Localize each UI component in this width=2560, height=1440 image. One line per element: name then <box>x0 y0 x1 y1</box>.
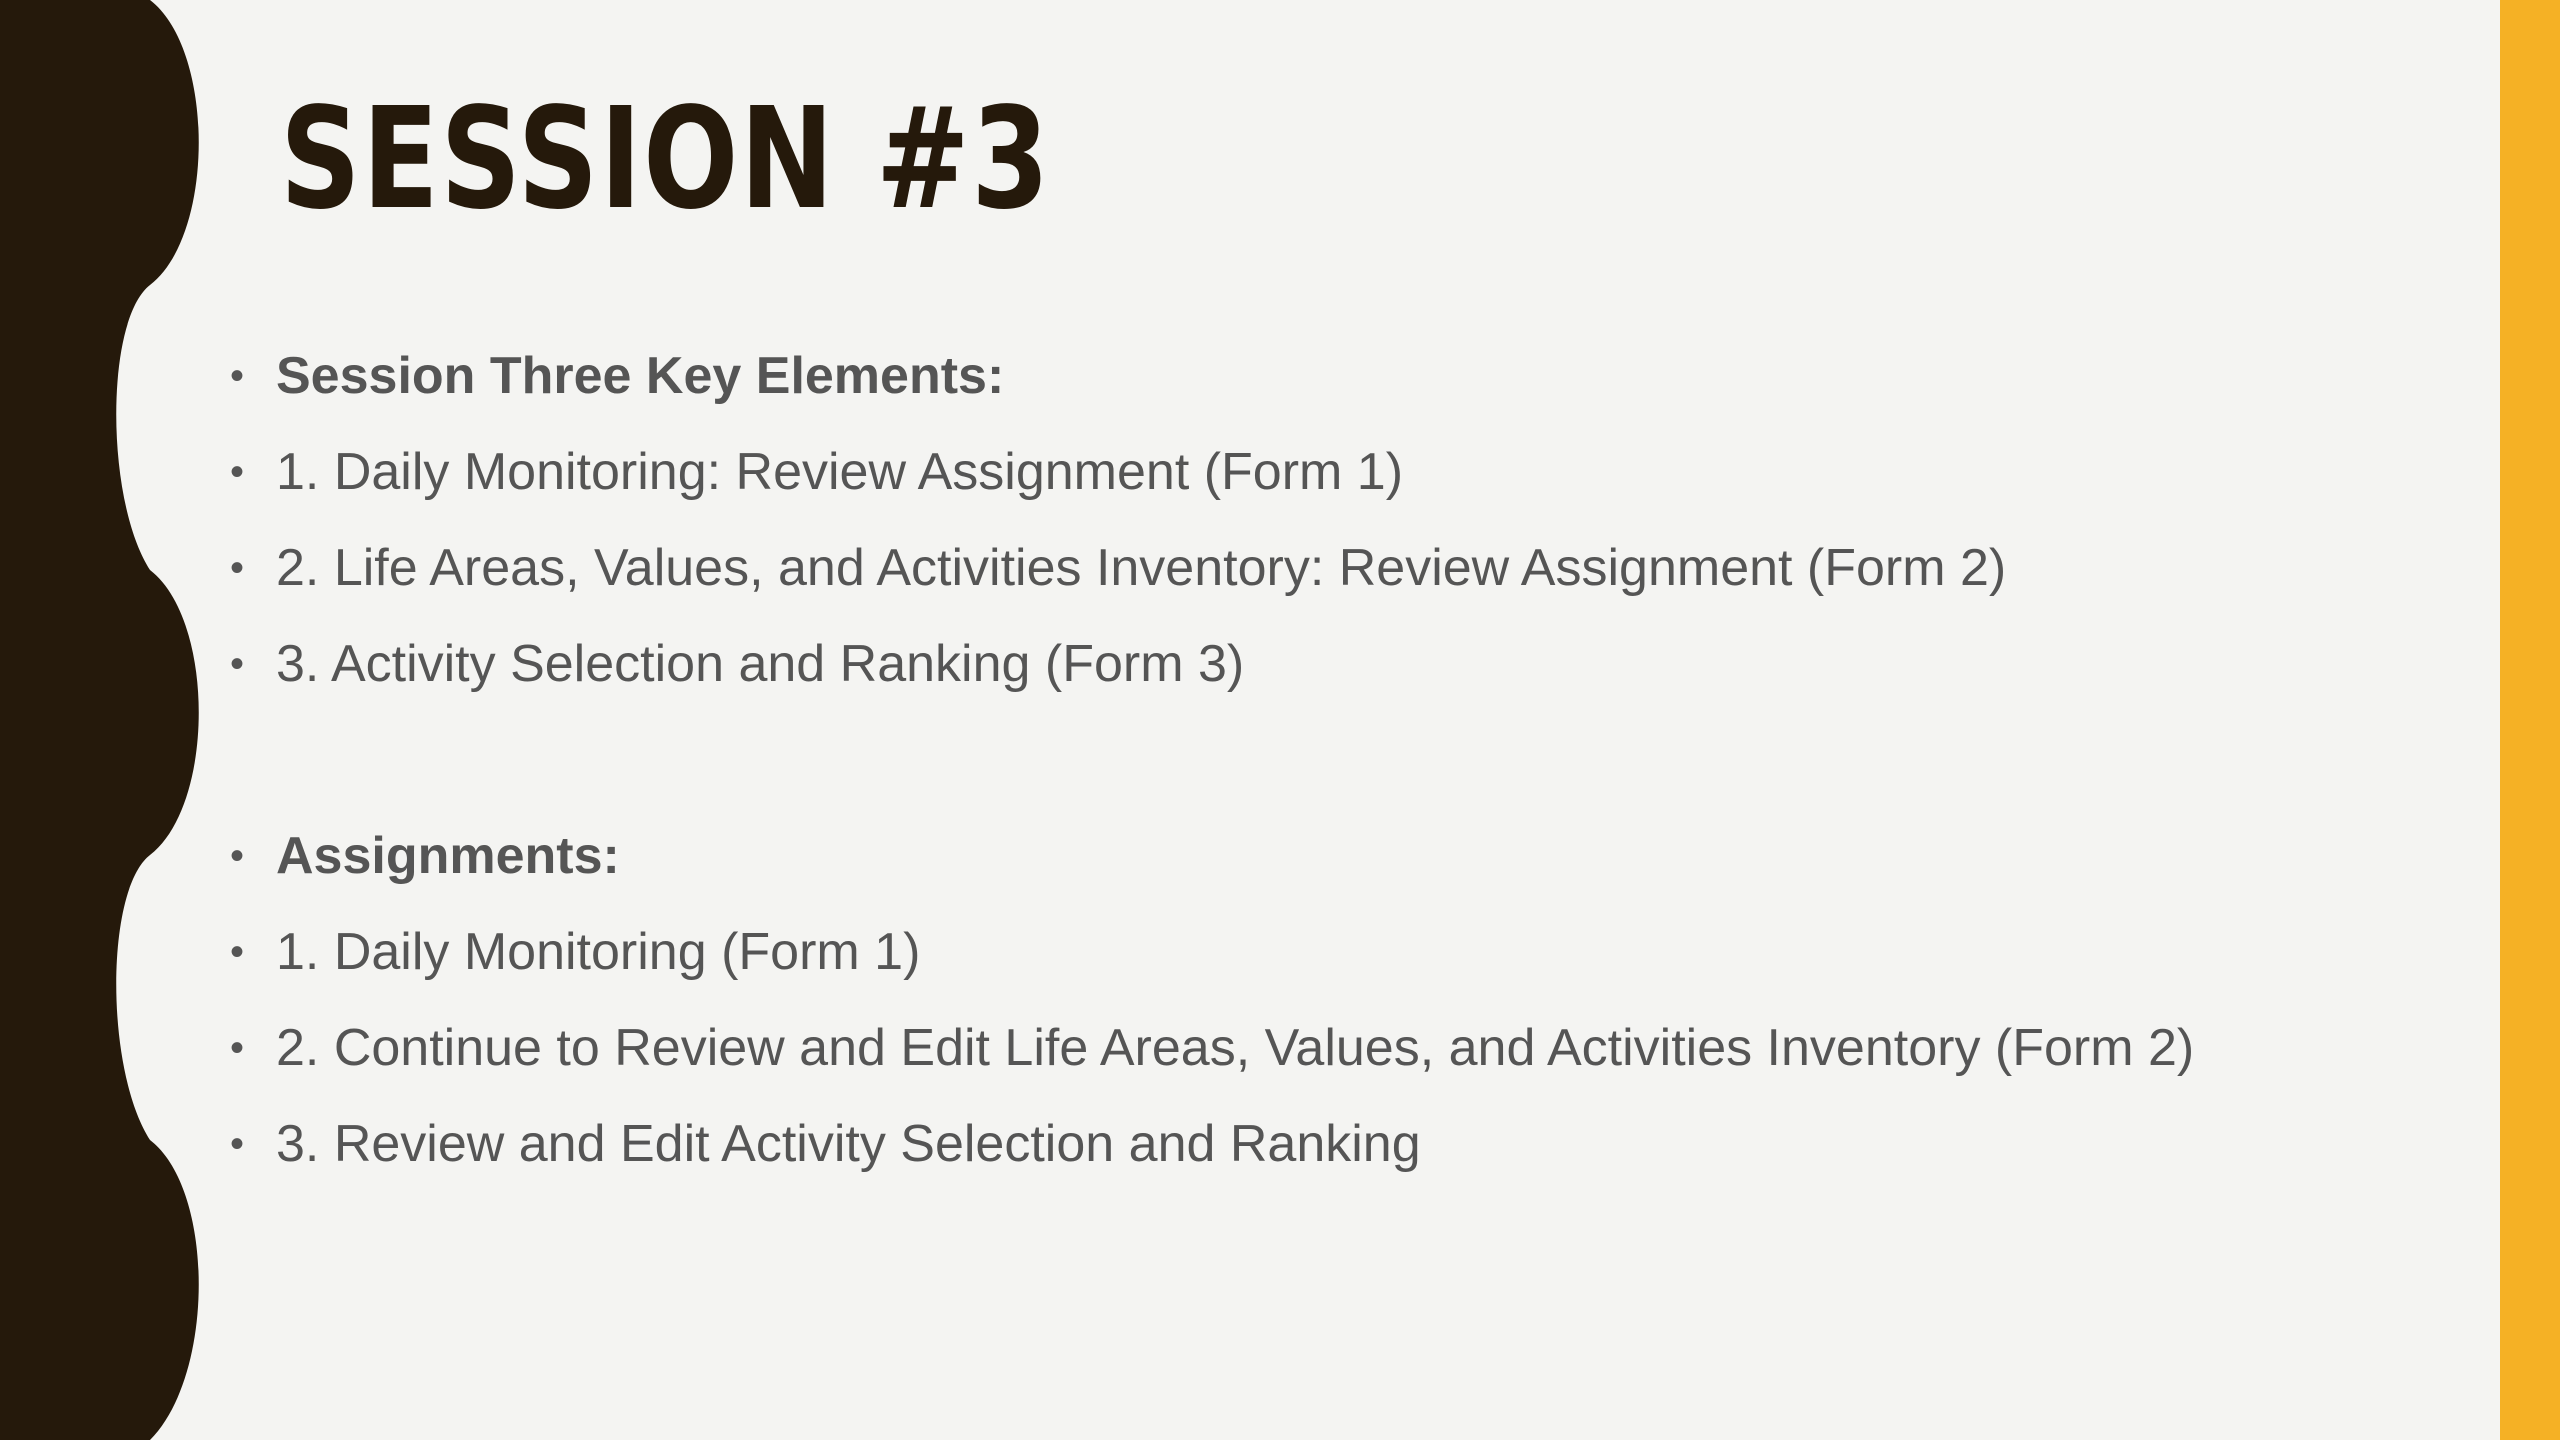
list-item <box>220 328 2194 424</box>
bullet-text: Session Three Key Elements: <box>276 347 1005 405</box>
bullet-list <box>220 328 2194 1192</box>
bullet-dot-icon: • <box>230 834 245 878</box>
bullet-text: 3. Review and Edit Activity Selection and Ranking <box>276 1115 1421 1173</box>
bullet-text: 3. Activity Selection and Ranking (Form 3) <box>276 635 1245 693</box>
bullet-text: 2. Life Areas, Values, and Activities Inventory: Review Assignment (Form 2) <box>276 539 2007 597</box>
list-item <box>220 424 2194 520</box>
list-item <box>220 808 2194 904</box>
list-item <box>220 904 2194 1000</box>
list-item <box>220 616 2194 712</box>
list-spacer <box>220 712 2194 808</box>
bullet-dot-icon: • <box>230 450 245 494</box>
list-item <box>220 1000 2194 1096</box>
right-accent-band <box>2500 0 2560 1440</box>
bullet-text: 1. Daily Monitoring (Form 1) <box>276 923 921 981</box>
left-wave-band <box>0 0 200 1440</box>
slide-title: SESSION #3 <box>280 78 1051 241</box>
bullet-dot-icon: • <box>230 1122 245 1166</box>
bullet-dot-icon: • <box>230 1026 245 1070</box>
bullet-dot-icon: • <box>230 354 245 398</box>
list-item <box>220 520 2194 616</box>
bullet-dot-icon: • <box>230 642 245 686</box>
bullet-dot-icon: • <box>230 930 245 974</box>
bullet-dot-icon: • <box>230 546 245 590</box>
bullet-text: 1. Daily Monitoring: Review Assignment (Form 1) <box>276 443 1404 501</box>
list-item <box>220 1096 2194 1192</box>
bullet-text: Assignments: <box>276 827 620 885</box>
bullet-text: 2. Continue to Review and Edit Life Areas, Values, and Activities Inventory (Form 2) <box>276 1019 2195 1077</box>
